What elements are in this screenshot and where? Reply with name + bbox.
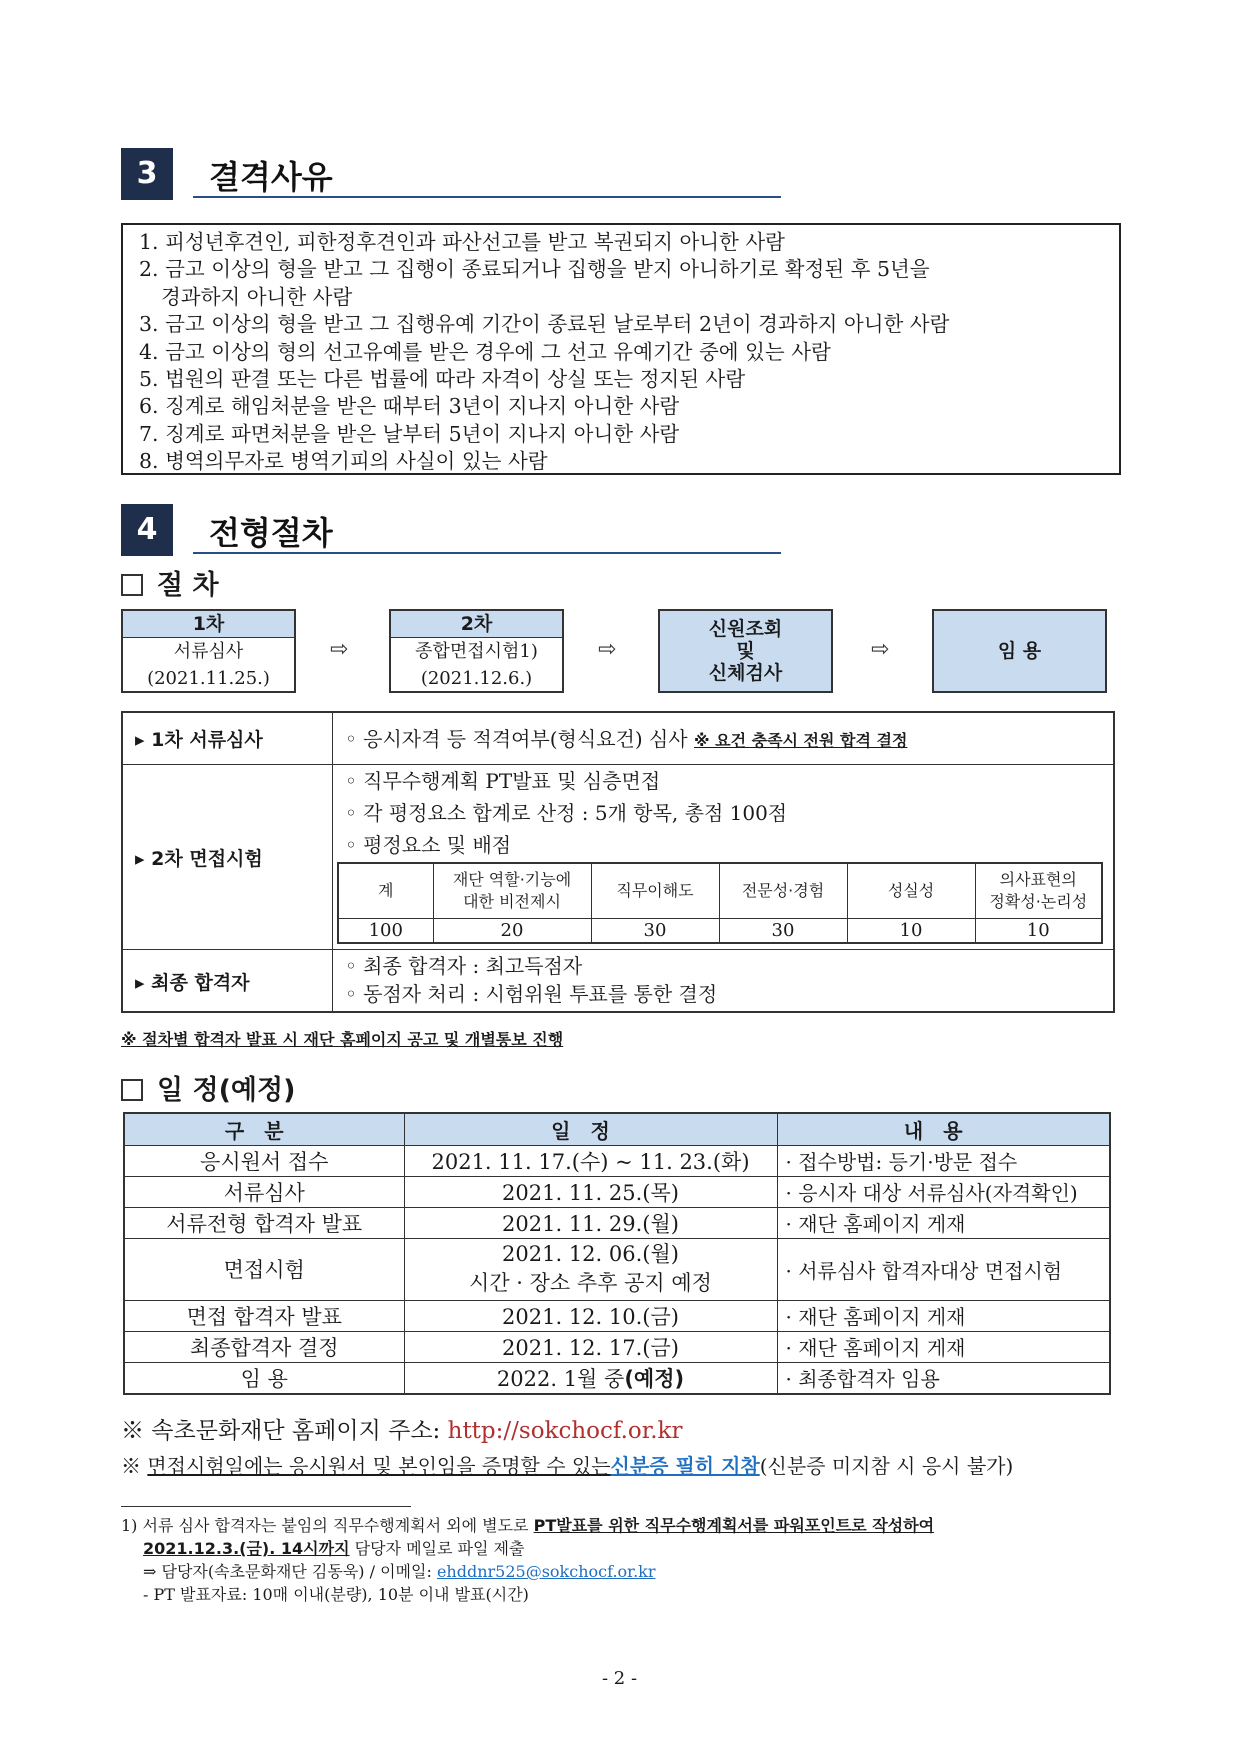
schedule-header: 일정 <box>404 1113 777 1145</box>
score-value: 30 <box>591 918 719 943</box>
process-label-3: ▸ 최종 합격자 <box>123 950 333 1013</box>
schedule-heading: 일 정(예정) <box>121 1068 295 1107</box>
schedule-header: 내용 <box>777 1113 1110 1145</box>
disqualification-list <box>121 223 1121 475</box>
section-3-underline <box>193 196 781 198</box>
section-4-underline <box>193 552 781 554</box>
step-1-label: 서류심사 <box>173 641 244 662</box>
step-3-line-2: 및 <box>736 640 755 662</box>
list-item: 8. 병역의무자로 병역기피의 사실이 있는 사람 <box>139 449 548 474</box>
list-item: 5. 법원의 판결 또는 다른 법률에 따라 자격이 상실 또는 정지된 사람 <box>139 367 746 392</box>
homepage-link[interactable]: http://sokchocf.or.kr <box>447 1418 683 1444</box>
arrow-right-icon: ⇨ <box>598 637 617 662</box>
score-value: 100 <box>338 918 433 943</box>
list-item: 1. 피성년후견인, 피한정후견인과 파산선고를 받고 복권되지 아니한 사람 <box>139 230 785 254</box>
table-row: 면접시험 2021. 12. 06.(월) 시간 · 장소 추후 공지 예정 · 서류심사 합격자대상 면접시험 <box>124 1238 1110 1300</box>
process-row-1 <box>123 713 1113 765</box>
arrow-right-icon: ⇨ <box>871 637 890 662</box>
score-header: 의사표현의 정확성·논리성 <box>975 863 1102 918</box>
step-4-label: 임 용 <box>997 640 1042 662</box>
checkbox-square-icon <box>121 574 143 596</box>
table-row: 임 용 2022. 1월 중(예정) · 최종합격자 임용 <box>124 1362 1110 1394</box>
process-text: ◦ 각 평정요소 합계로 산정 : 5개 항목, 총점 100점 <box>345 801 788 825</box>
step-3-box <box>658 609 833 693</box>
footnote-line-2: 2021.12.3.(금). 14시까지 담당자 메일로 파일 제출 <box>143 1539 525 1558</box>
step-3-line-1: 신원조회 <box>708 618 783 640</box>
list-item: 4. 금고 이상의 형의 선고유예를 받은 경우에 그 선고 유예기간 중에 있는 사람 <box>139 339 831 364</box>
process-label-1: ▸ 1차 서류심사 <box>123 713 333 764</box>
table-row: 최종합격자 결정 2021. 12. 17.(금) · 재단 홈페이지 게재 <box>124 1331 1110 1362</box>
footnote-divider <box>121 1506 411 1507</box>
step-2-label: 종합면접시험1) <box>415 641 538 662</box>
list-item: 경과하지 아니한 사람 <box>161 284 353 309</box>
id-card-note: ※ 면접시험일에는 응시원서 및 본인임을 증명할 수 있는신분증 필히 지참(신분증 미지참 시 응시 불가) <box>121 1454 1014 1478</box>
score-header: 직무이해도 <box>591 863 719 918</box>
footnote-line-4: - PT 발표자료: 10매 이내(분량), 10분 이내 발표(시간) <box>143 1585 529 1604</box>
list-item: 7. 징계로 파면처분을 받은 날부터 5년이 지나지 아니한 사람 <box>139 421 680 446</box>
list-item: 6. 징계로 해임처분을 받은 때부터 3년이 지나지 아니한 사람 <box>139 394 680 419</box>
score-value: 10 <box>975 918 1102 943</box>
step-3-line-3: 신체검사 <box>708 662 783 684</box>
checkbox-square-icon <box>121 1079 143 1101</box>
process-note: ※ 요건 충족시 전원 합격 결정 <box>694 731 908 750</box>
page-number: - 2 - <box>601 1668 638 1689</box>
arrow-right-icon: ⇨ <box>330 637 349 662</box>
table-row: 응시원서 접수 2021. 11. 17.(수) ~ 11. 23.(화) · 접수방법: 등기·방문 접수 <box>124 1145 1110 1176</box>
section-3-number: 3 <box>121 148 173 200</box>
score-table <box>337 862 1103 944</box>
process-text: ◦ 직무수행계획 PT발표 및 심층면접 <box>345 769 661 793</box>
step-1-date: (2021.11.25.) <box>147 668 270 689</box>
section-3-title: 결격사유 <box>209 158 333 196</box>
score-header: 전문성·경험 <box>719 863 847 918</box>
score-header: 재단 역할·기능에 대한 비전제시 <box>433 863 591 918</box>
section-3-header <box>121 148 781 200</box>
section-4-number: 4 <box>121 504 173 556</box>
score-header: 성실성 <box>847 863 975 918</box>
step-1-head: 1차 <box>123 611 294 638</box>
step-1-box <box>121 609 296 693</box>
list-item: 2. 금고 이상의 형을 받고 그 집행이 종료되거나 집행을 받지 아니하기로 확정된 후 5년을 <box>139 257 930 282</box>
process-text: ◦ 동점자 처리 : 시험위원 투표를 통한 결정 <box>345 982 718 1006</box>
process-row-3 <box>123 950 1113 1013</box>
email-link[interactable]: ehddnr525@sokchocf.or.kr <box>436 1562 656 1581</box>
score-value: 20 <box>433 918 591 943</box>
table-row: 면접 합격자 발표 2021. 12. 10.(금) · 재단 홈페이지 게재 <box>124 1300 1110 1331</box>
process-label-2: ▸ 2차 면접시험 <box>123 765 333 949</box>
section-4-header <box>121 504 781 556</box>
schedule-table <box>123 1112 1111 1395</box>
step-2-box <box>389 609 564 693</box>
process-text: ◦ 평정요소 및 배점 <box>345 833 512 857</box>
homepage-note: ※ 속초문화재단 홈페이지 주소: http://sokchocf.or.kr <box>121 1418 683 1444</box>
score-value: 30 <box>719 918 847 943</box>
process-text: ◦ 응시자격 등 적격여부(형식요건) 심사 <box>345 727 688 751</box>
section-4-title: 전형절차 <box>209 514 333 552</box>
footnote-line-1: 1) 서류 심사 합격자는 붙임의 직무수행계획서 외에 별도로 PT발표를 위한 직무수행계획서를 파워포인트로 작성하여 <box>121 1516 935 1535</box>
step-4-box <box>932 609 1107 693</box>
score-value: 10 <box>847 918 975 943</box>
score-header: 계 <box>338 863 433 918</box>
footnote-line-3: ⇒ 담당자(속초문화재단 김동욱) / 이메일: ehddnr525@sokchocf.or.kr <box>143 1562 656 1581</box>
step-2-date: (2021.12.6.) <box>420 668 533 689</box>
announcement-note: ※ 절차별 합격자 발표 시 재단 홈페이지 공고 및 개별통보 진행 <box>121 1030 564 1049</box>
table-row: 서류전형 합격자 발표 2021. 11. 29.(월) · 재단 홈페이지 게재 <box>124 1207 1110 1238</box>
table-row: 서류심사 2021. 11. 25.(목) · 응시자 대상 서류심사(자격확인) <box>124 1176 1110 1207</box>
step-2-head: 2차 <box>391 611 562 638</box>
procedure-heading: 절 차 <box>121 563 219 602</box>
process-text: ◦ 최종 합격자 : 최고득점자 <box>345 954 583 978</box>
schedule-header: 구분 <box>124 1113 404 1145</box>
list-item: 3. 금고 이상의 형을 받고 그 집행유예 기간이 종료된 날로부터 2년이 경과하지 아니한 사람 <box>139 312 950 337</box>
